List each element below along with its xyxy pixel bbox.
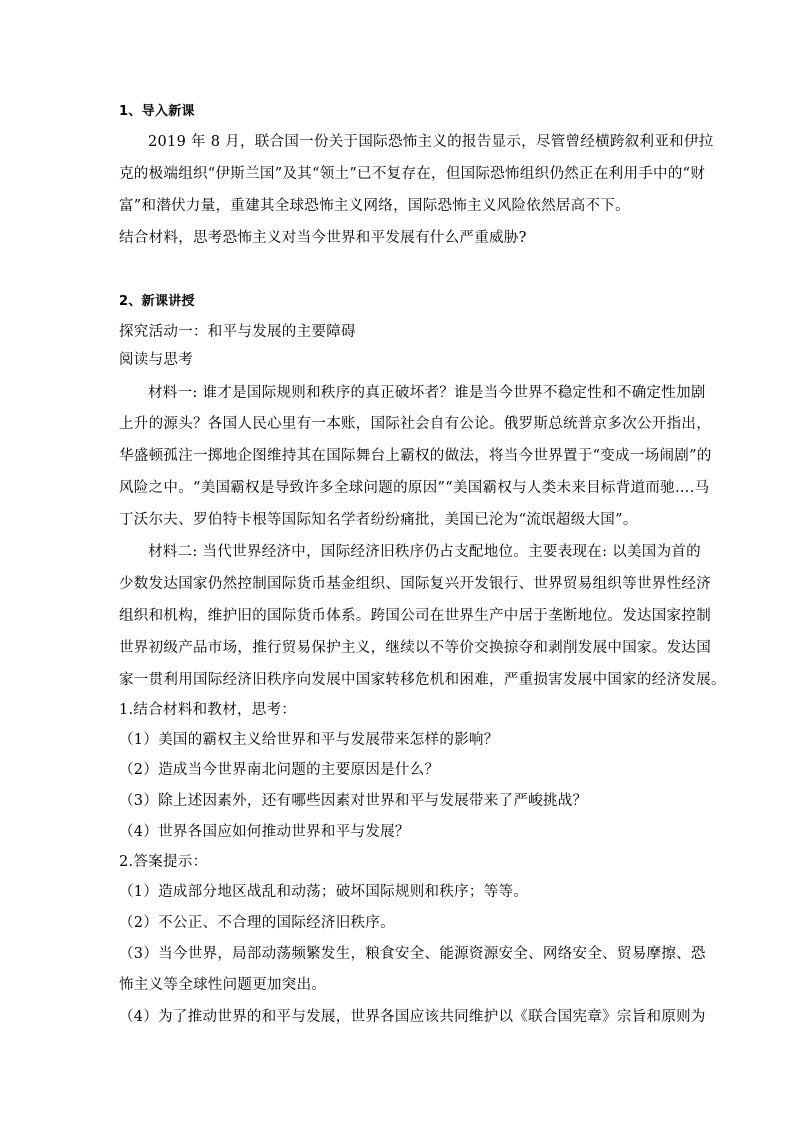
answer-item: （1）造成部分地区战乱和动荡；破坏国际规则和秩序；等等。 — [119, 884, 529, 900]
material2-line: 组织和机构，维护旧的国际货币体系。跨国公司在世界生产中居于垄断地位。发达国家控制 — [119, 608, 711, 624]
section-heading-lecture: 2、新课讲授 — [119, 294, 195, 309]
material2-line: 家一贯利用国际经济旧秩序向发展中国家转移危机和困难，严重损害发展中国家的经济发展。 — [119, 672, 726, 688]
material2-line: 少数发达国家仍然控制国际货币基金组织、国际复兴开发银行、世界贸易组织等世界性经济 — [119, 576, 711, 592]
answer-item: （3）当今世界，局部动荡频繁发生，粮食安全、能源资源安全、网络安全、贸易摩擦、恐 — [119, 946, 706, 962]
think-title: 1.结合材料和教材，思考： — [119, 702, 297, 718]
question-item: （4）世界各国应如何推动世界和平与发展？ — [119, 824, 410, 840]
paragraph-line: 2019 年 8 月，联合国一份关于国际恐怖主义的报告显示，尽管曾经横跨叙利亚和伊拉 — [148, 134, 714, 150]
subheading: 阅读与思考 — [119, 352, 193, 368]
material2-line: 世界初级产品市场，推行贸易保护主义，继续以不等价交换掠夺和剥削发展中国家。发达国 — [119, 640, 711, 656]
activity-title: 探究活动一：和平与发展的主要障碍 — [119, 324, 356, 340]
paragraph-line: 富”和潜伏力量，重建其全球恐怖主义网络，国际恐怖主义风险依然居高不下。 — [119, 198, 630, 214]
answer-item: （4）为了推动世界的和平与发展，世界各国应该共同维护以《联合国宪章》宗旨和原则为 — [119, 1009, 706, 1025]
question-item: （2）造成当今世界南北问题的主要原因是什么？ — [119, 762, 440, 778]
answer-item: （2）不公正、不合理的国际经济旧秩序。 — [119, 915, 395, 931]
material1-line: 材料一: 谁才是国际规则和秩序的真正破坏者？谁是当今世界不稳定性和不确定性加剧 — [148, 385, 706, 401]
question-line: 结合材料，思考恐怖主义对当今世界和平发展有什么严重威胁? — [119, 230, 527, 246]
answer-item: 怖主义等全球性问题更加突出。 — [119, 977, 327, 993]
question-item: （1）美国的霸权主义给世界和平与发展带来怎样的影响？ — [119, 732, 499, 748]
answer-title: 2.答案提示： — [119, 854, 208, 870]
paragraph-line: 克的极端组织“伊斯兰国”及其“领土”已不复存在，但国际恐怖组织仍然正在利用手中的“财 — [119, 166, 706, 182]
section-heading-intro: 1、导入新课 — [119, 104, 195, 119]
material1-line: 风险之中。“美国霸权是导致许多全球问题的原因”“美国霸权与人类未来目标背道而驰….马 — [119, 480, 710, 496]
material1-line: 丁沃尔夫、罗伯特卡根等国际知名学者纷纷痛批，美国已沦为“流氓超级大国”。 — [119, 512, 638, 528]
question-item: （3）除上述因素外，还有哪些因素对世界和平与发展带来了严峻挑战？ — [119, 793, 588, 809]
material1-line: 上升的源头？各国人民心里有一本账，国际社会自有公论。俄罗斯总统普京多次公开指出， — [119, 416, 711, 432]
material2-line: 材料二: 当代世界经济中，国际经济旧秩序仍占支配地位。主要表现在: 以美国为首的 — [148, 544, 701, 560]
material1-line: 华盛顿孤注一掷地企图维持其在国际舞台上霸权的做法，将当今世界置于“变成一场闹剧”的 — [119, 448, 712, 464]
